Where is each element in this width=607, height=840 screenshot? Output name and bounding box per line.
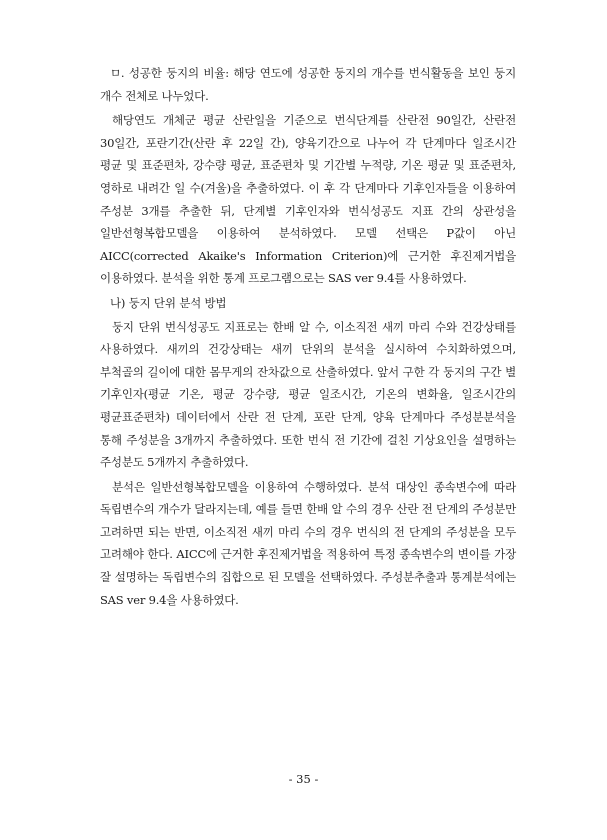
paragraph-nest-level-indicators: 둥지 단위 번식성공도 지표로는 한배 알 수, 이소직전 새끼 마리 수와 건강상태를 사용하였다. 새끼의 건강상태는 새끼 단위의 분석을 실시하여 수치화하였으며, 부척골의 길이에 대한 몸무게의 잔차값으로 산출하였다. 앞서 구한 각 둥지의 구간 별 기후인자(평균 기온, 평균 강수량, 평균 일조시간, 기온의 변화율, 일조시간의 평균표준편차) 데이터에서 산란 전 단계, 포란 단계, 양육 단계마다 주성분분석을 통해 주성분을 3개까지 추출하였다. 또한 번식 전 기간에 걸친 기상요인을 설명하는 주성분도 5개까지 추출하였다. bbox=[100, 319, 516, 470]
page-number: - 35 - bbox=[288, 772, 319, 786]
paragraph-breeding-stage-climate: 해당연도 개체군 평균 산란일을 기준으로 번식단계를 산란전 90일간, 산란전 30일간, 포란기간(산란 후 22일 간), 양육기간으로 나누어 각 단계마다 일조시간 평균 및 표준편차, 강수량 평균, 표준편차 및 기간별 누적량, 기온 평균 및 표준편차, 영하로 내려간 일 수(겨울)을 추출하였다. 이 후 각 단계마다 기후인자들을 이용하여 주성분 3개를 추출한 뒤, 단계별 기후인자와 번식성공도 지표 간의 상관성을 일반선형복합모델을 이용하여 분석하였다. 모델 선택은 P값이 아닌 AICC(corrected Akaike's Information Criterion)에 근거한 후진제거법을 이용하였다. 분석을 위한 통계 프로그램으로는 SAS ver 9.4를 사용하였다. bbox=[100, 113, 516, 286]
page-body bbox=[100, 62, 516, 613]
paragraph-nest-success-ratio: ㅁ. 성공한 둥지의 비율: 해당 연도에 성공한 둥지의 개수를 번식활동을 보인 둥지 개수 전체로 나누었다. bbox=[100, 66, 516, 103]
section-heading: 나) 둥지 단위 분석 방법 bbox=[110, 295, 227, 310]
paragraph-analysis-method: 분석은 일반선형복합모델을 이용하여 수행하였다. 분석 대상인 종속변수에 따라 독립변수의 개수가 달라지는데, 예를 들면 한배 알 수의 경우 산란 전 단계의 주성분만 고려하면 되는 반면, 이소직전 새끼 마리 수의 경우 번식의 전 단계의 주성분을 모두 고려해야 한다. AICC에 근거한 후진제거법을 적용하여 특정 종속변수의 변이를 가장 잘 설명하는 독립변수의 집합으로 된 모델을 선택하였다. 주성분추출과 통계분석에는 SAS ver 9.4을 사용하였다. bbox=[100, 479, 516, 607]
